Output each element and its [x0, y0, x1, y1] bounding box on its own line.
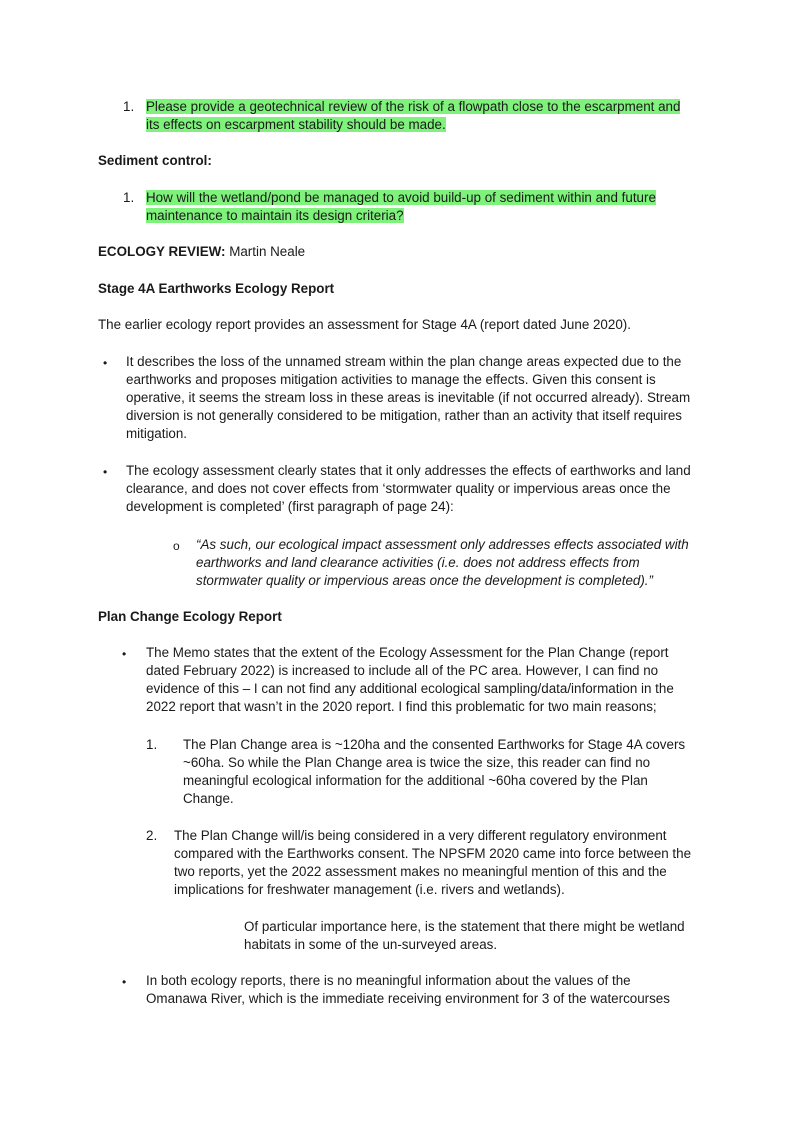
stage4a-bullet-1 — [126, 353, 690, 443]
quote-line: earthworks and land clearance activities (i.e. does not address effects from — [196, 555, 640, 570]
paragraph-line: It describes the loss of the unnamed stream within the plan change areas expected due to the — [126, 354, 682, 369]
paragraph-line: evidence of this – I can not find any additional ecological sampling/data/information in the — [146, 681, 674, 696]
paragraph-line: development is completed’ (first paragraph of page 24): — [126, 499, 454, 514]
stage4a-heading: Stage 4A Earthworks Ecology Report — [98, 281, 335, 296]
ecology-review-line — [98, 243, 305, 261]
stage4a-intro: The earlier ecology report provides an assessment for Stage 4A (report dated June 2020). — [98, 317, 631, 332]
paragraph-line: operative, it seems the stream loss in these areas is inevitable (if not occurred already). Stream — [126, 390, 691, 405]
geotech-item — [146, 98, 680, 134]
geotech-line-2: its effects on escarpment stability should be made. — [146, 117, 446, 132]
quote-marker: o — [173, 539, 180, 553]
sediment-line-1: How will the wetland/pond be managed to avoid build-up of sediment within and future — [146, 190, 656, 205]
paragraph-line: meaningful ecological information for the additional ~60ha covered by the Plan — [183, 773, 648, 788]
quote-line: “As such, our ecological impact assessment only addresses effects associated with — [196, 537, 689, 552]
paragraph-line: 2022 report that wasn’t in the 2020 report. I find this problematic for two main reasons; — [146, 699, 657, 714]
stage4a-bullet-2 — [126, 462, 691, 516]
paragraph-line: Change. — [183, 791, 234, 806]
plan-change-item-1 — [183, 736, 685, 808]
plan-change-bullet-1-symbol: • — [122, 647, 127, 661]
ecology-review-label: ECOLOGY REVIEW: — [98, 244, 226, 259]
ecology-quote — [196, 536, 689, 590]
paragraph-line: mitigation. — [126, 426, 188, 441]
quote-line: stormwater quality or impervious areas once the development is completed).” — [196, 573, 653, 588]
paragraph-line: ~60ha. So while the Plan Change area is twice the size, this reader can find no — [183, 755, 651, 770]
paragraph-line: implications for freshwater management (i.e. rivers and wetlands). — [174, 882, 565, 897]
plan-change-item-2 — [174, 827, 691, 899]
plan-change-bullet-2-symbol: • — [122, 975, 127, 989]
paragraph-line: habitats in some of the un-surveyed areas. — [244, 937, 498, 952]
paragraph-line: dated February 2022) is increased to include all of the PC area. However, I can find no — [146, 663, 659, 678]
stage4a-bullet-1-symbol: • — [103, 356, 108, 370]
paragraph-line: The Plan Change area is ~120ha and the consented Earthworks for Stage 4A covers — [183, 737, 686, 752]
paragraph-line: Omanawa River, which is the immediate receiving environment for 3 of the watercourses — [146, 991, 670, 1006]
sediment-heading: Sediment control: — [98, 153, 212, 168]
plan-change-bullet-2 — [146, 972, 670, 1008]
paragraph-line: In both ecology reports, there is no meaningful information about the values of the — [146, 973, 631, 988]
paragraph-line: diversion is not generally considered to be mitigation, rather than an activity that itself requires — [126, 408, 683, 423]
paragraph-line: two reports, yet the 2022 assessment makes no meaningful mention of this and the — [174, 864, 667, 879]
sediment-item — [146, 189, 656, 225]
sediment-line-2: maintenance to maintain its design criteria? — [146, 208, 404, 223]
plan-change-heading: Plan Change Ecology Report — [98, 609, 282, 624]
wetland-note — [244, 918, 685, 954]
stage4a-bullet-2-symbol: • — [103, 465, 108, 479]
plan-change-item-1-number: 1. — [146, 737, 158, 752]
paragraph-line: The ecology assessment clearly states that it only addresses the effects of earthworks and land — [126, 463, 691, 478]
geotech-item-number: 1. — [123, 99, 135, 114]
ecology-reviewer: Martin Neale — [225, 244, 306, 259]
paragraph-line: earthworks and proposes mitigation activities to manage the effects. Given this consent is — [126, 372, 656, 387]
geotech-line-1: Please provide a geotechnical review of the risk of a flowpath close to the escarpment and — [146, 99, 681, 114]
plan-change-item-2-number: 2. — [146, 828, 158, 843]
paragraph-line: clearance, and does not cover effects from ‘stormwater quality or impervious areas once the — [126, 481, 671, 496]
plan-change-bullet-1 — [146, 644, 674, 716]
sediment-item-number: 1. — [123, 190, 135, 205]
paragraph-line: compared with the Earthworks consent. The NPSFM 2020 came into force between the — [174, 846, 692, 861]
paragraph-line: The Plan Change will/is being considered in a very different regulatory environment — [174, 828, 667, 843]
paragraph-line: Of particular importance here, is the statement that there might be wetland — [244, 919, 685, 934]
paragraph-line: The Memo states that the extent of the Ecology Assessment for the Plan Change (report — [146, 645, 669, 660]
